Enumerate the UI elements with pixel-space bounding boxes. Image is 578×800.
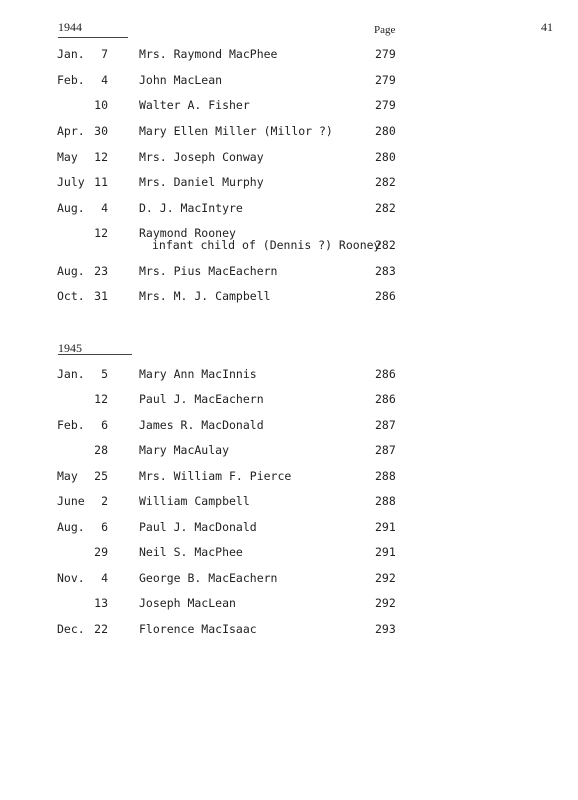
year-heading: 1944: [58, 20, 82, 34]
entry-name: Paul J. MacEachern: [139, 392, 264, 406]
entry-page: 287: [375, 418, 396, 432]
entry-day: 30: [94, 124, 108, 138]
entry-month: Apr.: [57, 124, 85, 138]
entry-month: Jan.: [57, 367, 85, 381]
entry-page: 282: [375, 175, 396, 189]
entry-page: 288: [375, 469, 396, 483]
entry-page: 291: [375, 520, 396, 534]
entry-page: 292: [375, 571, 396, 585]
entry-name: D. J. MacIntyre: [139, 201, 243, 215]
entry-month: Jan.: [57, 47, 85, 61]
entry-name: Mrs. M. J. Campbell: [139, 289, 271, 303]
entry-page: 286: [375, 289, 396, 303]
entry-row: [0, 469, 578, 497]
entry-row: [0, 545, 578, 573]
entry-day: 4: [101, 73, 108, 87]
entry-row: [0, 494, 578, 522]
entry-day: 25: [94, 469, 108, 483]
entry-row: [0, 47, 578, 75]
entry-page: 282: [375, 238, 396, 252]
entry-day: 2: [101, 494, 108, 508]
entry-name: Mrs. Daniel Murphy: [139, 175, 264, 189]
entry-day: 13: [94, 596, 108, 610]
entry-name: Neil S. MacPhee: [139, 545, 243, 559]
entry-row: [0, 201, 578, 229]
year-underline: [58, 37, 128, 38]
entry-page: 279: [375, 47, 396, 61]
entry-month: Feb.: [57, 418, 85, 432]
entry-name: Mrs. William F. Pierce: [139, 469, 292, 483]
entry-day: 6: [101, 520, 108, 534]
entry-page: 293: [375, 622, 396, 636]
page-column-header: Page: [374, 24, 396, 36]
entry-row: [0, 73, 578, 101]
entry-name: Raymond Rooney: [139, 226, 236, 240]
entry-name-continuation: infant child of (Dennis ?) Rooney: [152, 238, 381, 252]
entry-name: Paul J. MacDonald: [139, 520, 257, 534]
entry-month: May: [57, 469, 78, 483]
entry-row: [0, 289, 578, 317]
entry-page: 283: [375, 264, 396, 278]
entry-day: 29: [94, 545, 108, 559]
entry-month: May: [57, 150, 78, 164]
entry-day: 6: [101, 418, 108, 432]
entry-name: Florence MacIsaac: [139, 622, 257, 636]
entry-row: [0, 367, 578, 395]
entry-page: 287: [375, 443, 396, 457]
page-number: 41: [541, 20, 553, 34]
entry-page: 280: [375, 150, 396, 164]
entry-row: [0, 571, 578, 599]
entry-day: 12: [94, 226, 108, 240]
entry-row: [0, 124, 578, 152]
entry-row: [0, 150, 578, 178]
entry-day: 12: [94, 150, 108, 164]
entry-day: 11: [94, 175, 108, 189]
entry-month: Nov.: [57, 571, 85, 585]
entry-row: [0, 418, 578, 446]
entry-day: 7: [101, 47, 108, 61]
entry-page: 282: [375, 201, 396, 215]
entry-day: 22: [94, 622, 108, 636]
entry-row: [0, 520, 578, 548]
entry-row: [0, 226, 578, 258]
entry-name: Mrs. Raymond MacPhee: [139, 47, 278, 61]
entry-day: 10: [94, 98, 108, 112]
entry-row: [0, 264, 578, 292]
entry-month: Dec.: [57, 622, 85, 636]
entry-row: [0, 175, 578, 203]
entry-page: 286: [375, 392, 396, 406]
entry-row: [0, 392, 578, 420]
entry-name: George B. MacEachern: [139, 571, 278, 585]
entry-day: 4: [101, 201, 108, 215]
year-underline: [58, 354, 132, 355]
entry-page: 291: [375, 545, 396, 559]
entry-month: Aug.: [57, 201, 85, 215]
entry-day: 5: [101, 367, 108, 381]
entry-month: Aug.: [57, 264, 85, 278]
entry-name: James R. MacDonald: [139, 418, 264, 432]
year-heading: 1945: [58, 341, 82, 355]
entry-page: 292: [375, 596, 396, 610]
entry-month: Oct.: [57, 289, 85, 303]
entry-month: July: [57, 175, 85, 189]
entry-day: 12: [94, 392, 108, 406]
entry-month: Feb.: [57, 73, 85, 87]
entry-month: June: [57, 494, 85, 508]
entry-name: Walter A. Fisher: [139, 98, 250, 112]
entry-name: Mary MacAulay: [139, 443, 230, 457]
entry-name: Mrs. Pius MacEachern: [139, 264, 278, 278]
entry-page: 280: [375, 124, 396, 138]
entry-page: 279: [375, 73, 396, 87]
entry-row: [0, 622, 578, 650]
entry-day: 28: [94, 443, 108, 457]
entry-name: Mrs. Joseph Conway: [139, 150, 264, 164]
entry-page: 286: [375, 367, 396, 381]
entry-name: John MacLean: [139, 73, 223, 87]
entry-name: Mary Ellen Miller (Millor ?): [139, 124, 333, 138]
entry-name: William Campbell: [139, 494, 250, 508]
entry-page: 279: [375, 98, 396, 112]
entry-row: [0, 596, 578, 624]
entry-name: Joseph MacLean: [139, 596, 236, 610]
entry-month: Aug.: [57, 520, 85, 534]
entry-day: 4: [101, 571, 108, 585]
entry-name: Mary Ann MacInnis: [139, 367, 257, 381]
entry-day: 31: [94, 289, 108, 303]
entry-page: 288: [375, 494, 396, 508]
entry-row: [0, 98, 578, 126]
entry-row: [0, 443, 578, 471]
entry-day: 23: [94, 264, 108, 278]
